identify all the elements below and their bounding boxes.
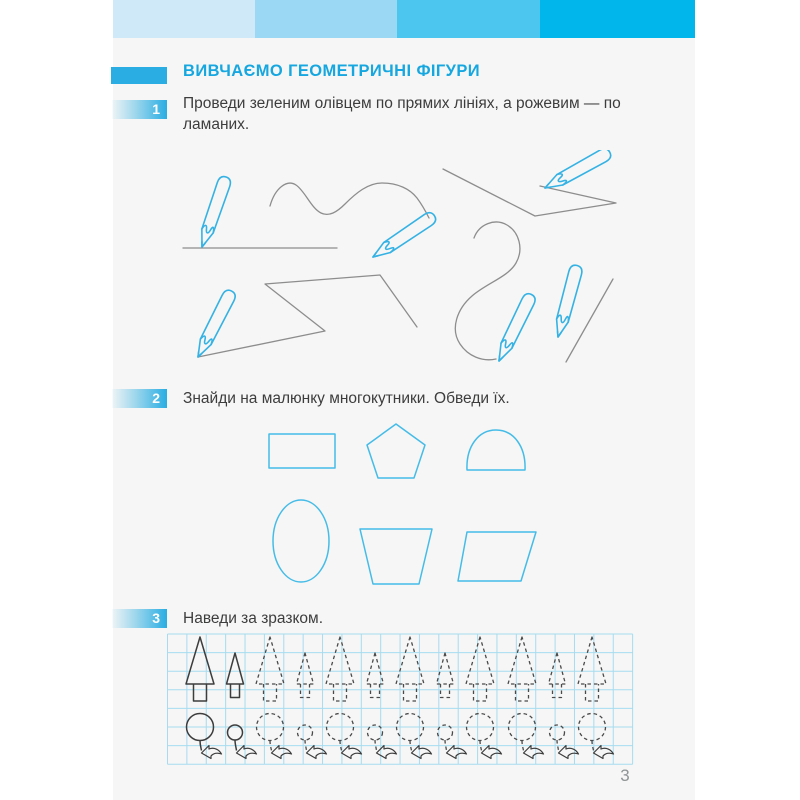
tree-triangle [578,637,606,684]
curved-arrow-icon [412,746,432,759]
tree-trunk [301,684,310,698]
task2-number-badge [112,389,167,408]
page-title: ВИВЧАЄМО ГЕОМЕТРИЧНІ ФІГУРИ [183,62,480,80]
tree-triangle [466,637,494,684]
curved-arrow-icon [237,746,257,759]
tree-triangle [227,653,244,684]
tree-trunk [404,684,417,701]
tree-triangle [297,653,314,684]
broken-line-middle [198,275,417,357]
curved-arrow-icon [594,746,614,759]
tree-trunk [231,684,240,698]
pencil-icon-3 [192,288,237,360]
task2-illustration [220,415,550,600]
task3-tracing-grid [158,628,642,774]
banner-block-4 [540,0,695,38]
curved-arrow-icon [342,746,362,759]
tree-triangle [256,637,284,684]
curved-arrow-icon [559,746,579,759]
tree-triangle [326,637,354,684]
s-curve-line [455,222,520,360]
tree-trunk [586,684,599,701]
tree-trunk [474,684,487,701]
shape-rectangle [269,434,335,468]
task3-number-badge [112,609,167,628]
curved-arrow-icon [447,746,467,759]
task3-number: 3 [152,610,160,626]
tree-trunk [371,684,380,698]
tree-triangle [186,637,214,684]
shape-pentagon [367,424,425,478]
pencil-icon-4 [542,150,613,194]
pencil-icon-6 [552,264,584,339]
curved-arrow-icon [202,746,222,759]
shape-trapezoid [360,529,432,584]
task1-illustration [150,150,640,382]
wavy-line [270,183,429,218]
task1-number-badge [112,100,167,119]
curved-arrow-icon [524,746,544,759]
title-marker-block [111,67,167,84]
banner-block-3 [397,0,540,38]
curved-arrow-icon [377,746,397,759]
tree-triangle [549,653,566,684]
banner-block-1 [113,0,255,38]
shape-semicircle [467,430,525,470]
pencil-icon-2 [369,210,438,262]
task3-text: Наведи за зразком. [183,610,324,627]
tree-trunk [264,684,277,701]
pencil-icon-5 [493,292,537,364]
curved-arrow-icon [482,746,502,759]
task1-number: 1 [152,101,160,117]
page-number: 3 [620,766,630,785]
tree-trunk [553,684,562,698]
task2-text: Знайди на малюнку многокутники. Обведи їх. [183,390,510,407]
shape-parallelogram [458,532,536,581]
tree-trunk [194,684,207,701]
curved-arrow-icon [272,746,292,759]
straight-diagonal-line [566,279,613,362]
tree-trunk [516,684,529,701]
shape-ellipse [273,500,329,582]
tree-triangle [508,637,536,684]
balloon-string [235,740,237,751]
task1-text: Проведи зеленим олівцем по прямих лініях, а рожевим — по ламаних. [183,95,621,133]
curved-arrow-icon [307,746,327,759]
banner-block-2 [255,0,397,38]
pencil-icon-1 [196,175,232,249]
tree-trunk [334,684,347,701]
broken-line-top-right [443,169,616,216]
task2-number: 2 [152,390,160,406]
tree-trunk [441,684,450,698]
